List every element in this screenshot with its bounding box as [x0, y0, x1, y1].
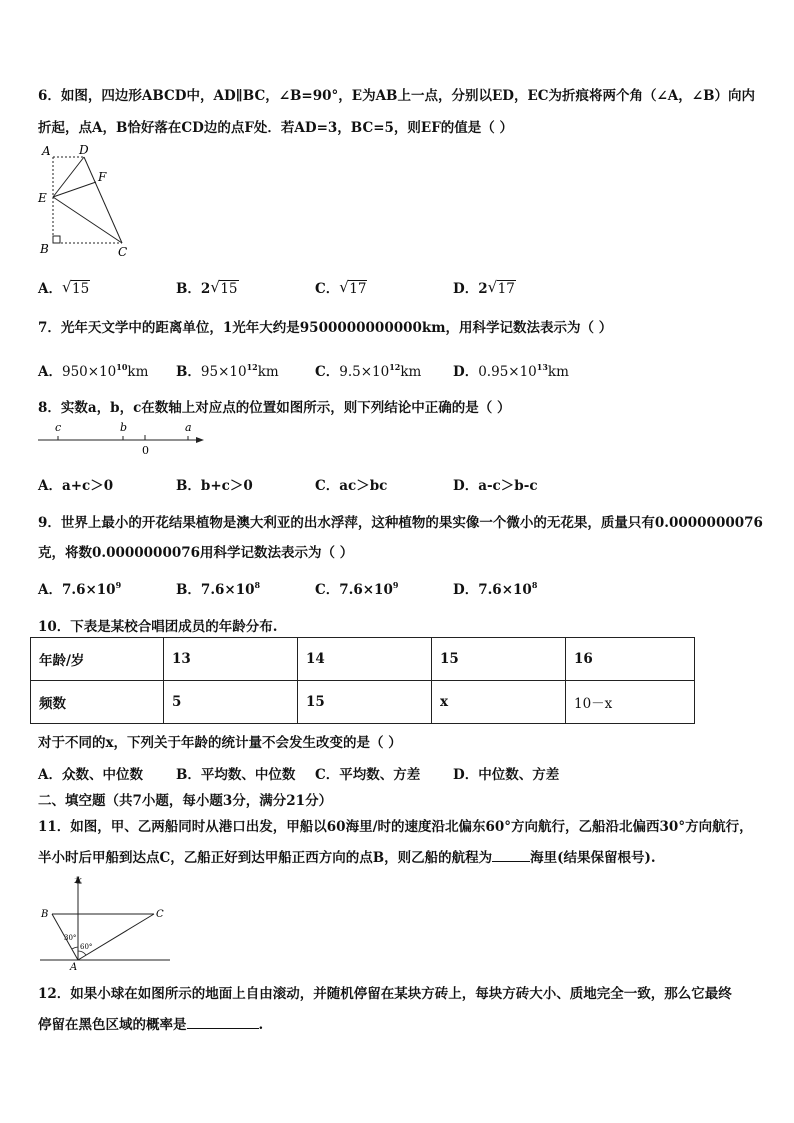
q8-label-zero: 0	[142, 444, 149, 457]
q6-option-d[interactable]: D．2 √ 17	[453, 278, 515, 297]
q11-angle-arc-30	[72, 947, 78, 949]
q10-question: 对于不同的x，下列关于年龄的统计量不会发生改变的是（ ）	[38, 735, 402, 751]
q10-option-d[interactable]: D．中位数、方差	[453, 767, 560, 783]
table-cell: 5	[164, 681, 298, 724]
q9-line1: 9．世界上最小的开花结果植物是澳大利亚的出水浮萍，这种植物的果实像一个微小的无花果，质量只有0.0000000076	[38, 515, 763, 531]
table-cell: 10－x	[566, 681, 695, 724]
q8-text: 8．实数a，b，c在数轴上对应点的位置如图所示，则下列结论中正确的是（ ）	[38, 400, 511, 416]
table-cell: 13	[164, 638, 298, 681]
q6-line1: 6．如图，四边形ABCD中，AD∥BC，∠B=90°，E为AB上一点，分别以ED，EC为折痕将两个角（∠A，∠B）向内	[38, 88, 755, 104]
q10-age-table	[30, 637, 695, 724]
q8-label-b: b	[120, 421, 128, 434]
q8-axis-arrow-icon	[196, 437, 204, 443]
q9-option-d[interactable]: D．$7.6\times 10^8$	[453, 580, 538, 598]
q8-option-a[interactable]: A．a+c＞0	[38, 478, 114, 494]
q11-angle-arc-60	[78, 951, 86, 955]
q11-segment-ac	[78, 914, 154, 960]
q10-option-c[interactable]: C．平均数、方差	[315, 767, 421, 783]
q9-option-b[interactable]: B．$7.6\times 10^8$	[176, 580, 261, 598]
q9-line2: 克，将数0.0000000076用科学记数法表示为（ ）	[38, 545, 354, 561]
q11-line2: 半小时后甲船到达点C，乙船正好到达甲船正西方向的点B，则乙船的航程为 海里(结果保留根号).	[38, 850, 656, 866]
q11-label-a: A	[70, 962, 78, 973]
table-row	[31, 681, 695, 724]
q6-option-a[interactable]: A． √ 15	[38, 278, 90, 297]
q6-label-d: D	[79, 143, 89, 157]
q7-option-d[interactable]: D．$0.95\times 10^{13}km$	[453, 362, 569, 380]
table-cell: 14	[298, 638, 432, 681]
q11-answer-blank[interactable]	[492, 861, 530, 862]
q9-option-c[interactable]: C．$7.6\times 10^9$	[315, 580, 399, 598]
q11-label-angle60: 60°	[80, 943, 93, 951]
q6-segment-ef	[53, 182, 96, 197]
q11-line1: 11．如图，甲、乙两船同时从港口出发，甲船以60海里/时的速度沿北偏东60°方向航行，乙船沿北偏西30°方向航行，	[38, 819, 753, 835]
q6-option-b[interactable]: B．2 √ 15	[176, 278, 238, 297]
q10-option-a[interactable]: A．众数、中位数	[38, 767, 143, 783]
q10-option-b[interactable]: B．平均数、中位数	[176, 767, 296, 783]
q8-option-b[interactable]: B．b+c＞0	[176, 478, 253, 494]
table-cell: 16	[566, 638, 695, 681]
q12-line2: 停留在黑色区域的概率是 .	[38, 1017, 264, 1033]
q8-label-a: a	[185, 421, 192, 434]
q9-option-a[interactable]: A．$7.6\times 10^9$	[38, 580, 122, 598]
table-cell: x	[432, 681, 566, 724]
q6-label-c: C	[118, 245, 128, 259]
section-2-heading: 二、填空题（共7小题，每小题3分，满分21分）	[38, 793, 333, 809]
table-cell: 15	[432, 638, 566, 681]
q6-label-f: F	[98, 170, 107, 184]
q11-label-c: C	[156, 909, 164, 920]
q10-text: 10．下表是某校合唱团成员的年龄分布.	[38, 619, 278, 635]
q6-label-a: A	[42, 144, 51, 158]
q6-label-e: E	[38, 191, 47, 205]
q12-answer-blank[interactable]	[187, 1028, 259, 1029]
q7-option-c[interactable]: C．$9.5\times 10^{12}km$	[315, 362, 422, 380]
q7-option-b[interactable]: B．$95\times 10^{12}km$	[176, 362, 279, 380]
q6-option-c[interactable]: C． √ 17	[315, 278, 367, 297]
q6-right-angle-mark	[53, 236, 60, 243]
q6-fold-ed	[53, 157, 84, 197]
q7-option-a[interactable]: A．$950\times 10^{10}km$	[38, 362, 149, 380]
q6-line2: 折起，点A，B恰好落在CD边的点F处．若AD=3，BC=5，则EF的值是（ ）	[38, 120, 513, 136]
q8-number-line	[36, 418, 208, 458]
q11-label-b: B	[41, 909, 49, 920]
q8-label-c: c	[55, 421, 62, 434]
q11-label-angle30: 30°	[64, 934, 77, 942]
q12-line1: 12．如果小球在如图所示的地面上自由滚动，并随机停留在某块方砖上，每块方砖大小、质地完全一致，那么它最终	[38, 986, 732, 1002]
q11-label-north: 北	[74, 876, 82, 885]
q8-option-c[interactable]: C．ac＞bc	[315, 478, 388, 494]
q6-label-b: B	[40, 242, 49, 256]
table-cell: 年龄/岁	[31, 638, 164, 681]
q11-figure	[36, 874, 176, 974]
q7-text: 7．光年天文学中的距离单位，1光年大约是9500000000000km，用科学记数法表示为（ ）	[38, 320, 613, 336]
q8-option-d[interactable]: D．a-c＞b-c	[453, 478, 538, 494]
table-cell: 频数	[31, 681, 164, 724]
table-cell: 15	[298, 681, 432, 724]
q6-figure	[34, 140, 134, 260]
table-row	[31, 638, 695, 681]
